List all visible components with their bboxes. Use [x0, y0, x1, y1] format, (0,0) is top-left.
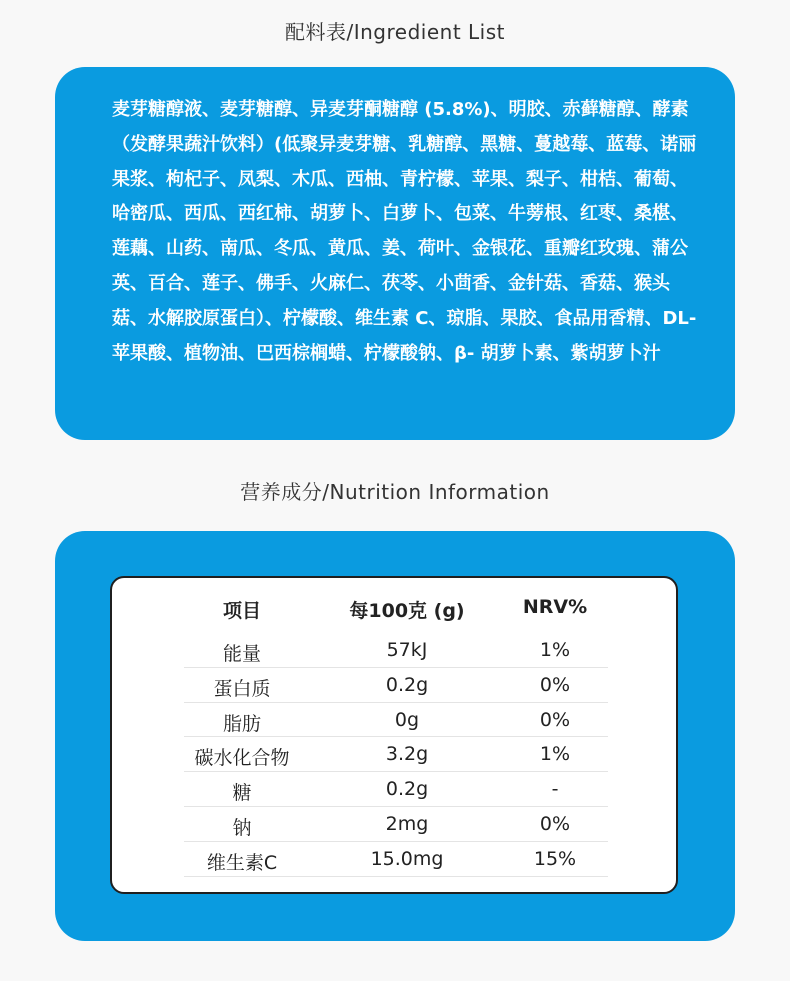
row-label: 脂肪 [222, 712, 261, 735]
table-row [112, 807, 676, 842]
row-label: 维生素C [206, 851, 278, 874]
row-value: 0.2g [385, 778, 429, 801]
row-label: 钠 [232, 816, 252, 839]
ingredient-list-title: 配料表/Ingredient List [285, 20, 505, 44]
row-nrv: 1% [539, 743, 571, 766]
row-label: 蛋白质 [213, 677, 271, 700]
header-per-100g: 每100克 (g) [349, 600, 465, 622]
table-row [112, 703, 676, 738]
table-row [112, 737, 676, 772]
row-nrv: 1% [539, 639, 571, 661]
table-row [112, 842, 676, 877]
nutrition-table [110, 576, 678, 894]
row-value: 0g [394, 708, 420, 731]
nutrition-information-title: 营养成分/Nutrition Information [240, 480, 550, 504]
table-row [112, 633, 676, 668]
row-value: 15.0mg [370, 847, 444, 870]
ingredient-text: 麦芽糖醇液、麦芽糖醇、异麦芽酮糖醇 (5.8%)、明胶、赤藓糖醇、酵素（发酵果蔬汁饮料）(低聚异麦芽糖、乳糖醇、黑糖、蔓越莓、蓝莓、诺丽果浆、枸杞子、凤梨、木瓜、西柚、青柠檬、苹果、梨子、柑桔、葡萄、哈密瓜、西瓜、西红柿、胡萝卜、白萝卜、包菜、牛蒡根、红枣、桑椹、莲藕、山药、南瓜、冬瓜、黄瓜、姜、荷叶、金银花、重瓣红玫瑰、蒲公英、百合、莲子、佛手、火麻仁、茯苓、小茴香、金针菇、香菇、猴头菇、水解胶原蛋白）、柠檬酸、维生素 C、琼脂、果胶、食品用香精、DL- 苹果酸、植物油、巴西棕榈蜡、柠檬酸钠、β- 胡萝卜素、紫胡萝卜汁 [112, 99, 697, 364]
row-label: 糖 [232, 782, 252, 805]
header-item: 项目 [222, 600, 261, 622]
row-nrv: 0% [539, 708, 571, 731]
row-value: 3.2g [385, 743, 429, 766]
table-row [112, 668, 676, 703]
table-row [112, 772, 676, 807]
row-label: 能量 [222, 643, 261, 665]
nutrition-table-header [112, 596, 676, 626]
row-nrv: - [551, 778, 559, 801]
header-nrv: NRV% [522, 596, 588, 618]
row-label: 碳水化合物 [194, 747, 290, 770]
row-value: 57kJ [386, 639, 428, 661]
ingredient-panel [55, 67, 735, 440]
row-nrv: 0% [539, 673, 571, 696]
nutrition-table-rows [112, 633, 676, 877]
row-value: 2mg [385, 812, 429, 835]
row-value: 0.2g [385, 673, 429, 696]
nutrition-panel [55, 531, 735, 941]
row-nrv: 15% [533, 847, 577, 870]
row-nrv: 0% [539, 812, 571, 835]
